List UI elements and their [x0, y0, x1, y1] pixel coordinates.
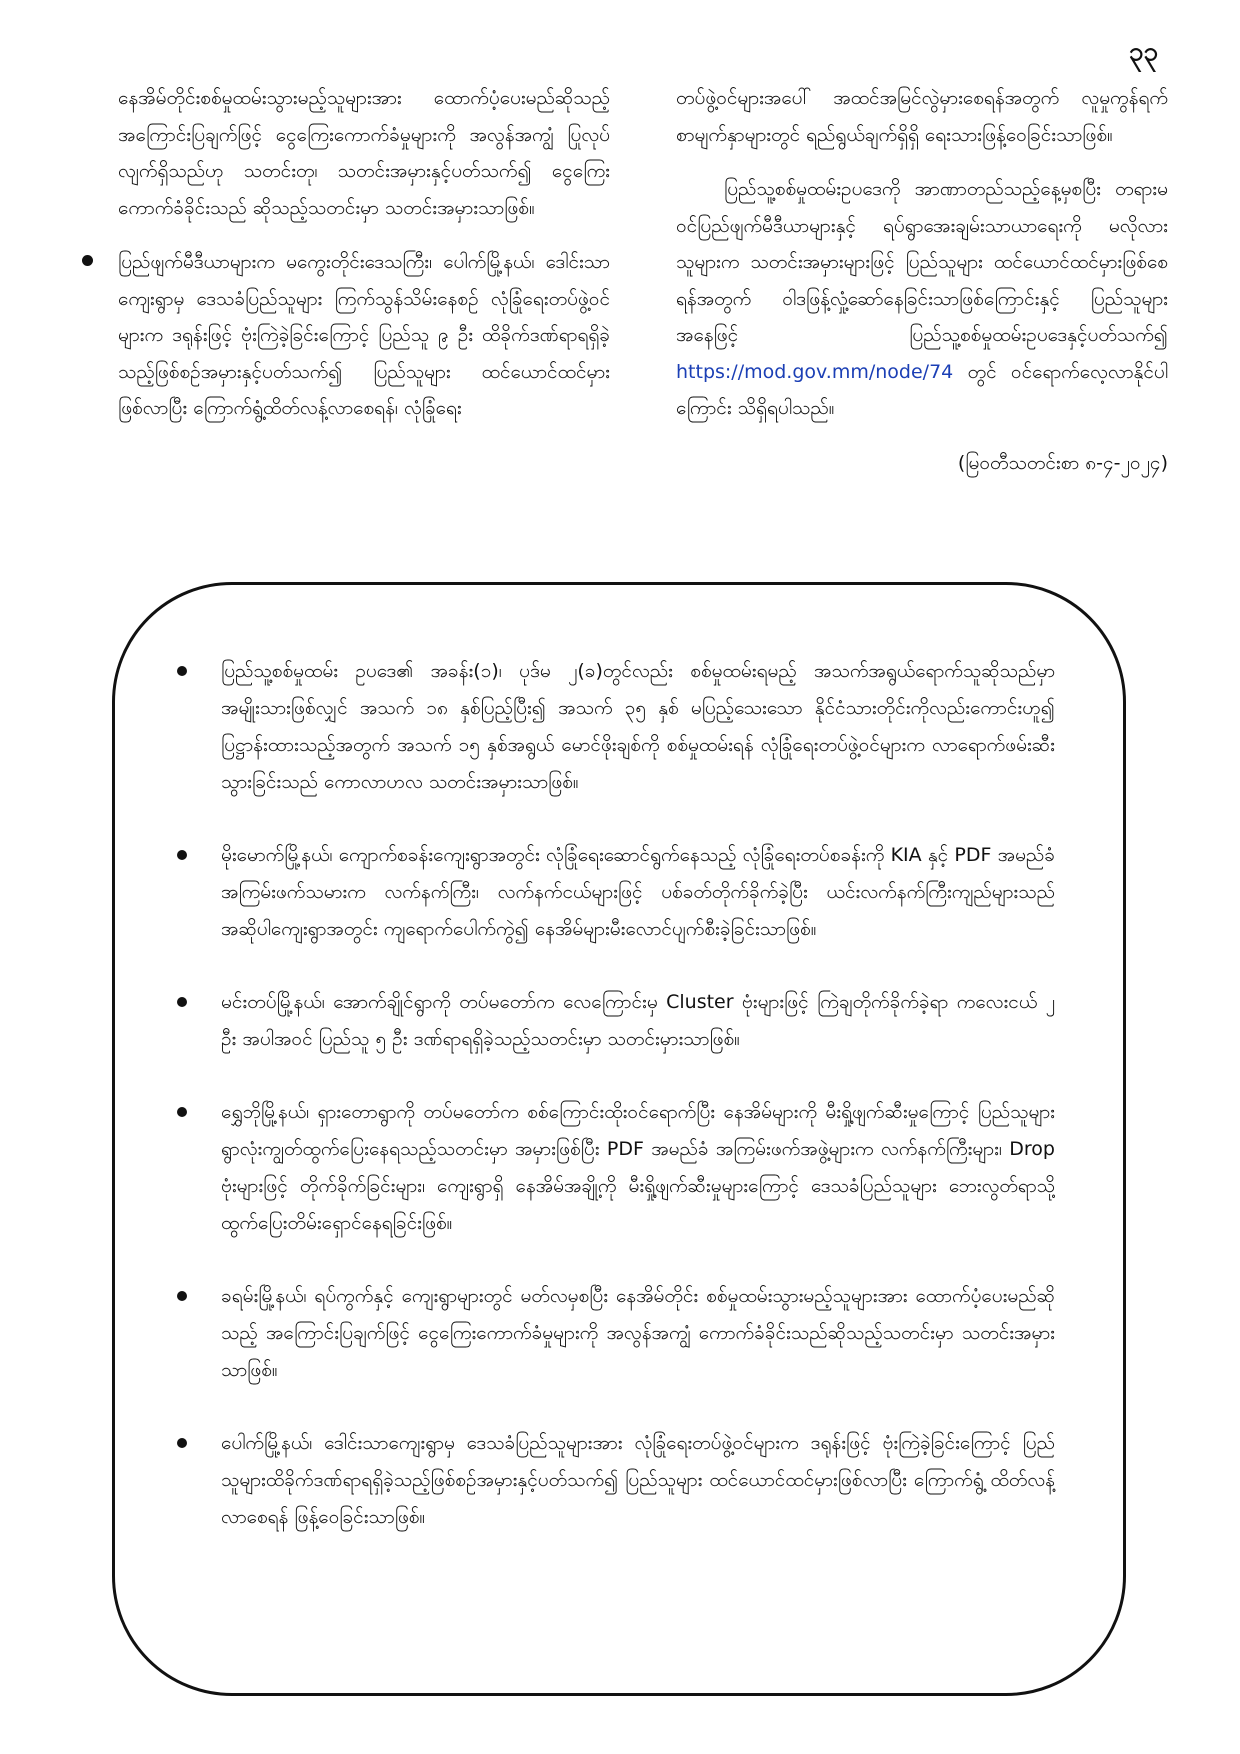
box-item-text: ပေါက်မြို့နယ်၊ ဒေါင်းသာကျေးရွာမှ ဒေသခံပြည်သူများအား လုံခြုံရေးတပ်ဖွဲ့ဝင်များက ဒရုန်းဖြင့် ဗုံးကြဲခဲ့ခြင်းကြောင့် ပြည်သူများထိခိုက်ဒဏ်ရာရရှိခဲ့သည့်ဖြစ်စဉ်အမှားနှင့်ပတ်သက်၍ ပြည်သူများ ထင်ယောင်ထင်မှားဖြစ်လာပြီး ကြောက်ရွံ့ ထိတ်လန့်လာစေရန် ဖြန့်ဝေခြင်းသာဖြစ်။: [221, 1432, 1055, 1528]
box-item-text: ပြည်သူ့စစ်မှုထမ်း ဥပဒေ၏ အခန်း(၁)၊ ပုဒ်မ ၂(ခ)တွင်လည်း စစ်မှုထမ်းရမည့် အသက်အရွယ်ရောက်သူဆိုသည်မှာ အမျိုးသားဖြစ်လျှင် အသက် ၁၈ နှစ်ပြည့်ပြီး၍ အသက် ၃၅ နှစ် မပြည့်သေးသော နိုင်ငံသားတိုင်းကိုလည်းကောင်းဟူ၍ ပြဋ္ဌာန်းထားသည့်အတွက် အသက် ၁၅ နှစ်အရွယ် မောင်ဖိုးချစ်ကို စစ်မှုထမ်းရန် လုံခြုံရေးတပ်ဖွဲ့ဝင်များက လာရောက်ဖမ်းဆီးသွားခြင်းသည် ကောလာဟလ သတင်းအမှားသာဖြစ်။: [221, 660, 1055, 793]
box-list-item: [175, 1278, 1055, 1389]
right-paragraph-2-end: တွင် ဝင်ရောက်လေ့လာနိုင်ပါကြောင်း သိရှိရပါသည်။: [676, 360, 1168, 419]
box-list-item: [175, 1094, 1055, 1242]
box-item-text: ရွှေဘိုမြို့နယ်၊ ရှားတောရွာကို တပ်မတော်က စစ်ကြောင်းထိုးဝင်ရောက်ပြီး နေအိမ်များကို မီးရှို့ဖျက်ဆီးမှုကြောင့် ပြည်သူများရွာလုံးကျွတ်ထွက်ပြေးနေရသည့်သတင်းမှာ အမှားဖြစ်ပြီး PDF အမည်ခံ အကြမ်းဖက်အဖွဲ့များက လက်နက်ကြီးများ၊ Drop ဗုံးများဖြင့် တိုက်ခိုက်ခြင်းများ၊ ကျေးရွာရှိ နေအိမ်အချို့ကို မီးရှို့ဖျက်ဆီးမှုများကြောင့် ဒေသခံပြည်သူများ ဘေးလွတ်ရာသို့ ထွက်ပြေးတိမ်းရှောင်နေရခြင်းဖြစ်။: [221, 1101, 1055, 1234]
bullet-dot-icon: [177, 850, 187, 860]
right-paragraph-1: တပ်ဖွဲ့ဝင်များအပေါ် အထင်အမြင်လွဲမှားစေရန်အတွက် လူမှုကွန်ရက်စာမျက်နှာများတွင် ရည်ရွယ်ချက်ရှိရှိ ရေးသားဖြန့်ဝေခြင်းသာဖြစ်။: [676, 87, 1168, 146]
box-list-item: [175, 837, 1055, 948]
right-column: [676, 80, 1168, 499]
left-bullet-item: [118, 244, 610, 427]
right-paragraph-2-text: ပြည်သူ့စစ်မှုထမ်းဥပဒေကို အာဏာတည်သည့်နေ့မှစပြီး တရားမဝင်ပြည်ဖျက်မီဒီယာများနှင့် ရပ်ရွာအေးချမ်းသာယာရေးကို မလိုလားသူများက သတင်းအမှားများဖြင့် ပြည်သူများ ထင်ယောင်ထင်မှားဖြစ်စေရန်အတွက် ဝါဒဖြန့်လှုံ့ဆော်နေခြင်းသာဖြစ်ကြောင်းနှင့် ပြည်သူများအနေဖြင့် ပြည်သူ့စစ်မှုထမ်းဥပဒေနှင့်ပတ်သက်၍: [676, 178, 1168, 346]
bullet-dot-icon: [177, 1291, 187, 1301]
box-list-item: [175, 653, 1055, 801]
box-list-item: [175, 1425, 1055, 1536]
summary-box: [112, 582, 1126, 1696]
left-paragraph: နေအိမ်တိုင်းစစ်မှုထမ်းသွားမည့်သူများအား ထောက်ပံ့ပေးမည်ဆိုသည့် အကြောင်းပြချက်ဖြင့် ငွေကြေးကောက်ခံမှုများကို အလွန်အကျွံ ပြုလုပ်လျက်ရှိသည်ဟု သတင်းတု၊ သတင်းအမှားနှင့်ပတ်သက်၍ ငွေကြေးကောက်ခံခိုင်းသည် ဆိုသည့်သတင်းမှာ သတင်းအမှားသာဖြစ်။: [118, 87, 610, 219]
right-paragraph-2: [676, 171, 1168, 427]
bullet-dot-icon: [82, 255, 93, 266]
mod-website-link[interactable]: https://mod.gov.mm/node/74: [676, 360, 954, 383]
left-bullet-text: ပြည်ဖျက်မီဒီယာများက မကွေးတိုင်းဒေသကြီး၊ ပေါက်မြို့နယ်၊ ဒေါင်းသာကျေးရွာမှ ဒေသခံပြည်သူများ ကြက်သွန်သိမ်းနေစဉ် လုံခြုံရေးတပ်ဖွဲ့ဝင်များက ဒရုန်းဖြင့် ဗုံးကြဲခဲ့ခြင်းကြောင့် ပြည်သူ ၉ ဦး ထိခိုက်ဒဏ်ရာရရှိခဲ့သည့်ဖြစ်စဉ်အမှားနှင့်ပတ်သက်၍ ပြည်သူများ ထင်ယောင်ထင်မှားဖြစ်လာပြီး ကြောက်ရွံ့ထိတ်လန့်လာစေရန်၊ လုံခြုံရေး: [118, 251, 610, 419]
top-columns: [118, 80, 1168, 499]
box-item-text: ခရမ်းမြို့နယ်၊ ရပ်ကွက်နှင့် ကျေးရွာများတွင် မတ်လမှစပြီး နေအိမ်တိုင်း စစ်မှုထမ်းသွားမည့်သူများအား ထောက်ပံ့ပေးမည်ဆိုသည့် အကြောင်းပြချက်ဖြင့် ငွေကြေးကောက်ခံမှုများကို အလွန်အကျွံ ကောက်ခံခိုင်းသည်ဆိုသည့်သတင်းမှာ သတင်းအမှားသာဖြစ်။: [221, 1285, 1055, 1381]
box-item-text: မင်းတပ်မြို့နယ်၊ အောက်ချိုင်ရွာကို တပ်မတော်က လေကြောင်းမှ Cluster ဗုံးများဖြင့် ကြဲချတိုက်ခိုက်ခဲ့ရာ ကလေးငယ် ၂ ဦး အပါအဝင် ပြည်သူ ၅ ဦး ဒဏ်ရာရရှိခဲ့သည့်သတင်းမှာ သတင်းမှားသာဖြစ်။: [221, 991, 1055, 1050]
bullet-dot-icon: [177, 1438, 187, 1448]
box-item-text: မိုးမောက်မြို့နယ်၊ ကျောက်စခန်းကျေးရွာအတွင်း လုံခြုံရေးဆောင်ရွက်နေသည့် လုံခြုံရေးတပ်စခန်းကို KIA နှင့် PDF အမည်ခံအကြမ်းဖက်သမားက လက်နက်ကြီး၊ လက်နက်ငယ်များဖြင့် ပစ်ခတ်တိုက်ခိုက်ခဲ့ပြီး ယင်းလက်နက်ကြီးကျည်များသည် အဆိုပါကျေးရွာအတွင်း ကျရောက်ပေါက်ကွဲ၍ နေအိမ်များမီးလောင်ပျက်စီးခဲ့ခြင်းသာဖြစ်။: [221, 844, 1055, 940]
bullet-dot-icon: [177, 997, 187, 1007]
bullet-dot-icon: [177, 1107, 187, 1117]
page-number: ၃၃: [1128, 37, 1158, 67]
box-list-item: [175, 984, 1055, 1058]
left-column: [118, 80, 610, 499]
bullet-dot-icon: [177, 666, 187, 676]
source-citation: (မြဝတီသတင်းစာ ၈-၄-၂၀၂၄): [957, 451, 1168, 474]
